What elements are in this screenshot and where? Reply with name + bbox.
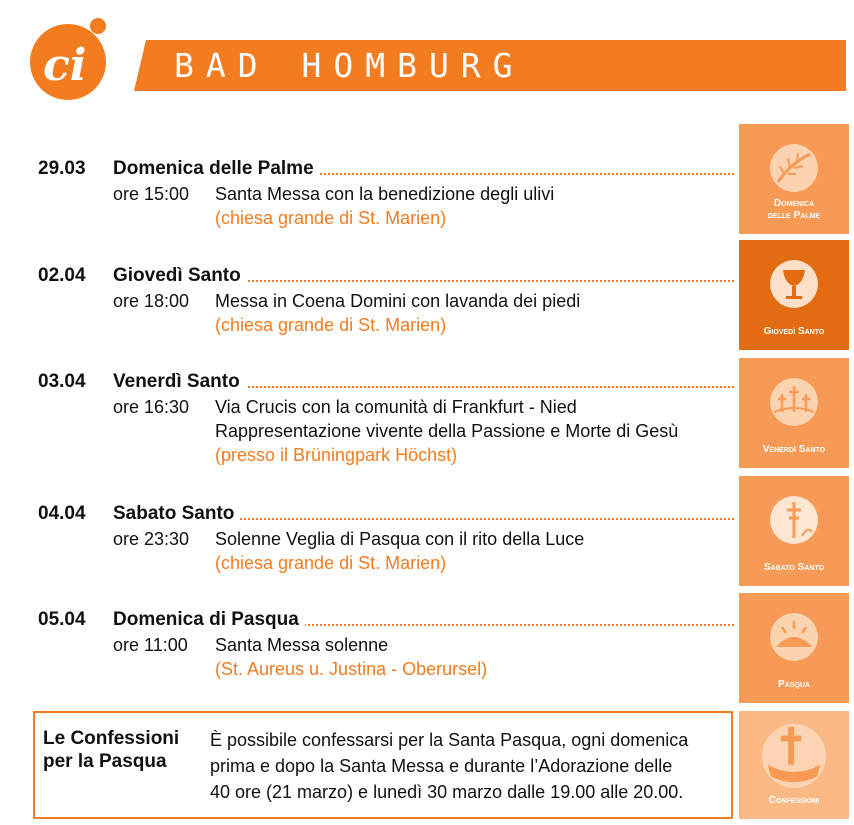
tile-easter xyxy=(739,593,849,703)
event-date: 29.03 xyxy=(38,158,86,179)
event-name: Domenica delle Palme xyxy=(113,158,320,180)
header-banner xyxy=(134,40,846,91)
chalice-icon xyxy=(770,260,818,308)
cross-icon xyxy=(770,496,818,544)
confessions-text: È possibile confessarsi per la Santa Pasqua, ogni domenica prima e dopo la Santa Messa e durante l’Adorazione delle 40 ore (21 marzo) e lunedì 30 marzo dalle 19.00 alle 20.00. xyxy=(210,730,689,802)
event-description: Via Crucis con la comunità di Frankfurt - Nied xyxy=(215,397,577,417)
page-title: BAD HOMBURG xyxy=(174,46,525,85)
event-easter-sunday xyxy=(38,609,738,681)
event-date: 05.04 xyxy=(38,609,86,630)
event-name: Giovedì Santo xyxy=(113,265,247,287)
tile-good-friday xyxy=(739,358,849,468)
event-place: (chiesa grande di St. Marien) xyxy=(215,553,447,573)
event-description-2: Rappresentazione vivente della Passione e Morte di Gesù xyxy=(215,421,679,441)
confessions-title: Le Confessioni per la Pasqua xyxy=(43,728,180,772)
event-name: Venerdì Santo xyxy=(113,371,246,393)
banner-notch xyxy=(134,40,146,91)
tile-holy-saturday xyxy=(739,476,849,586)
tile-label: Confessioni xyxy=(768,795,820,806)
event-name: Sabato Santo xyxy=(113,503,240,525)
tile-holy-thursday xyxy=(739,240,849,350)
tile-palm-sunday xyxy=(739,124,849,234)
ci-logo xyxy=(26,16,112,102)
event-place: (presso il Brüningpark Höchst) xyxy=(215,445,458,465)
event-holy-thursday xyxy=(38,265,738,337)
event-time: ore 16:30 xyxy=(113,397,190,417)
tile-confessions xyxy=(739,711,849,819)
event-name: Domenica di Pasqua xyxy=(113,609,305,631)
event-description: Solenne Veglia di Pasqua con il rito della Luce xyxy=(215,529,585,549)
event-time: ore 11:00 xyxy=(113,635,188,655)
svg-text:ci: ci xyxy=(43,40,87,91)
event-place: (St. Aureus u. Justina - Oberursel) xyxy=(215,659,488,679)
event-time: ore 23:30 xyxy=(113,529,190,549)
event-description: Messa in Coena Domini con lavanda dei piedi xyxy=(215,291,581,311)
confessions-box xyxy=(33,711,733,819)
event-date: 03.04 xyxy=(38,371,86,392)
event-place: (chiesa grande di St. Marien) xyxy=(215,208,447,228)
tile-label: Domenica delle Palme xyxy=(767,198,821,221)
three-crosses-icon xyxy=(770,378,818,426)
tile-label: Venerdì Santo xyxy=(762,444,826,455)
event-place: (chiesa grande di St. Marien) xyxy=(215,315,447,335)
confession-icon xyxy=(759,721,829,791)
event-time: ore 15:00 xyxy=(113,184,190,204)
event-date: 02.04 xyxy=(38,265,86,286)
event-date: 04.04 xyxy=(38,503,86,524)
event-holy-saturday xyxy=(38,503,738,575)
tile-label: Giovedì Santo xyxy=(763,326,825,337)
event-description: Santa Messa solenne xyxy=(215,635,389,655)
tile-label: Sabato Santo xyxy=(763,562,825,573)
event-palm-sunday xyxy=(38,158,738,230)
tile-label: Pasqua xyxy=(778,679,810,690)
palm-branch-icon xyxy=(770,144,818,192)
event-good-friday xyxy=(38,371,738,467)
event-description: Santa Messa con la benedizione degli ulivi xyxy=(215,184,555,204)
event-time: ore 18:00 xyxy=(113,291,190,311)
sunrise-icon xyxy=(770,613,818,661)
